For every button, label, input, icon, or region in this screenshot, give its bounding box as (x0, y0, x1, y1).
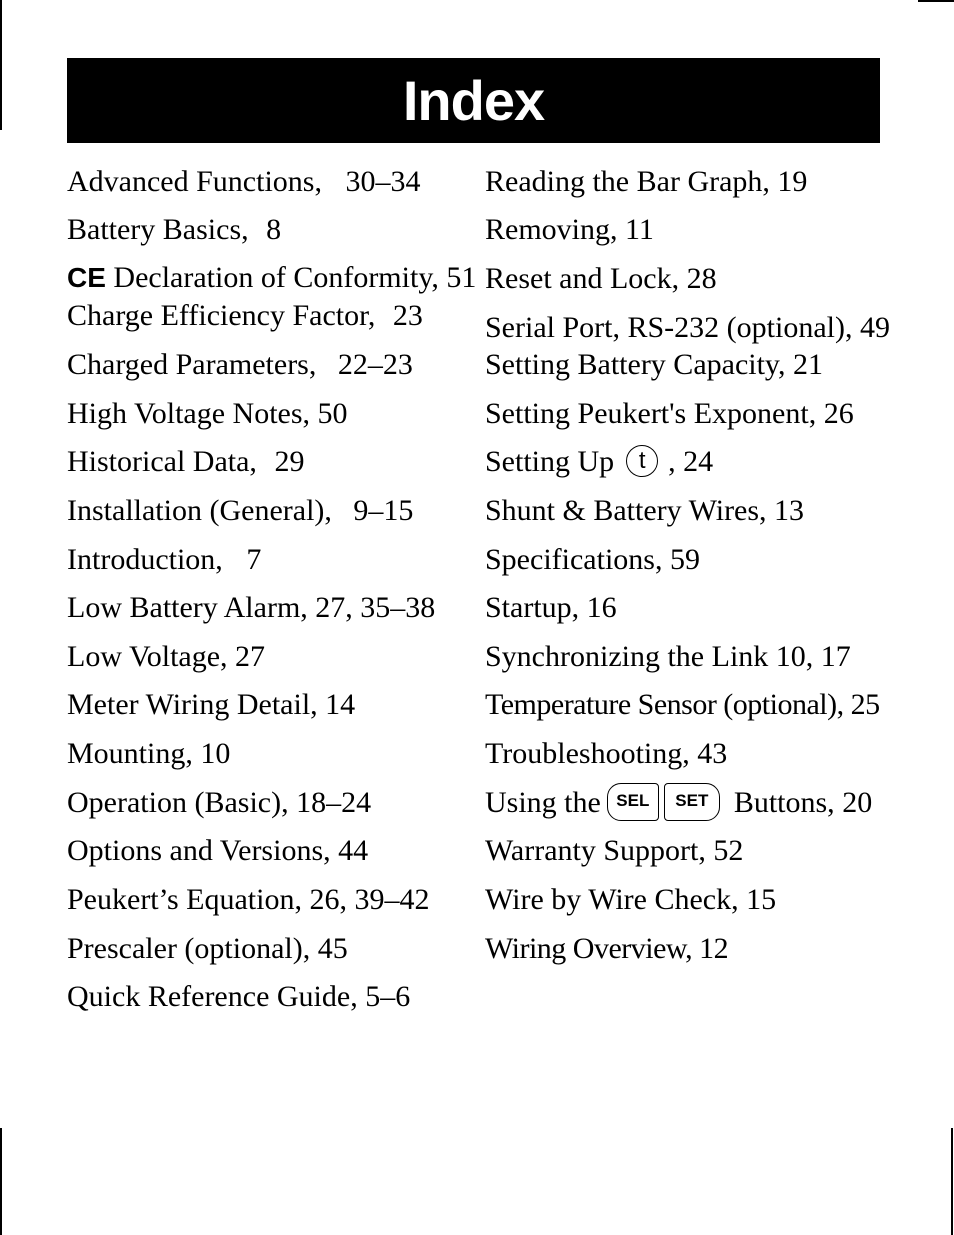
ce-mark-icon: CE (67, 262, 106, 293)
index-entry (485, 164, 807, 200)
index-entry (485, 212, 654, 248)
entry-pages: 59 (669, 543, 700, 576)
entry-pages: 44 (338, 834, 369, 867)
entry-pages: 15 (746, 883, 777, 916)
index-entry (67, 882, 429, 918)
entry-label: Wiring Overview, (485, 932, 693, 965)
entry-label: Options and Versions, (67, 834, 331, 867)
index-header (67, 58, 880, 143)
index-entry (485, 261, 717, 297)
entry-label: Historical Data, (67, 445, 257, 478)
index-entry (485, 882, 776, 918)
entry-pages: 43 (697, 737, 728, 770)
index-entry (67, 444, 304, 480)
index-entry (485, 493, 804, 529)
entry-label: Introduction, (67, 543, 223, 576)
index-entry (67, 396, 348, 432)
entry-label: Declaration of Conformity, (113, 261, 439, 294)
entry-label: Low Battery Alarm, (67, 591, 308, 624)
entry-label: Battery Basics, (67, 213, 249, 246)
index-entry (485, 687, 880, 723)
index-entry (67, 542, 261, 578)
index-entry (485, 396, 854, 432)
entry-label: Charged Parameters, (67, 348, 317, 381)
entry-pages: 18–24 (296, 786, 372, 819)
index-entry (485, 444, 713, 480)
entry-pages: 49 (859, 311, 890, 344)
entry-label: Meter Wiring Detail, (67, 688, 318, 721)
index-entry (67, 298, 423, 334)
entry-label: Warranty Support, (485, 834, 706, 867)
entry-label: Specifications, (485, 543, 663, 576)
entry-label: Troubleshooting, (485, 737, 690, 770)
entry-label: Reset and Lock, (485, 262, 680, 295)
entry-pages: 5–6 (365, 980, 411, 1013)
entry-label: Charge Efficiency Factor, (67, 299, 376, 332)
entry-pages: 22–23 (337, 348, 413, 381)
entry-label: Installation (General), (67, 494, 332, 527)
index-entry (485, 639, 851, 675)
entry-pages: 28 (686, 262, 717, 295)
entry-label: High Voltage Notes, (67, 397, 311, 430)
entry-label: Low Voltage, (67, 640, 228, 673)
entry-label: Shunt & Battery Wires, (485, 494, 767, 527)
entry-label: Temperature Sensor (optional), (485, 688, 844, 721)
index-entry (67, 931, 348, 967)
entry-pages: 25 (850, 688, 880, 721)
entry-pages: 14 (325, 688, 356, 721)
entry-pages: 9–15 (353, 494, 414, 527)
index-entry (67, 736, 230, 772)
entry-label: Mounting, (67, 737, 193, 770)
index-entry (485, 347, 823, 383)
crop-mark-bottom-right (951, 1128, 953, 1235)
entry-pages: 19 (777, 165, 808, 198)
entry-pages: 13 (774, 494, 805, 527)
entry-pages: 10 (200, 737, 231, 770)
index-entry (67, 260, 476, 296)
index-entry (485, 785, 872, 821)
index-entry (67, 590, 435, 626)
entry-label: Peukert’s Equation, (67, 883, 302, 916)
entry-pages: 27 (235, 640, 266, 673)
index-entry (485, 590, 617, 626)
index-entry (485, 542, 700, 578)
entry-label: Reading the Bar Graph, (485, 165, 770, 198)
index-entry (67, 493, 413, 529)
entry-label: Quick Reference Guide, (67, 980, 358, 1013)
t-button-icon: t (626, 445, 658, 477)
entry-pages: 11 (625, 213, 654, 246)
entry-pages: 45 (317, 932, 348, 965)
entry-pages: 21 (792, 348, 823, 381)
entry-label: Prescaler (optional), (67, 932, 311, 965)
index-entry (67, 687, 355, 723)
entry-pages: 16 (586, 591, 617, 624)
entry-label: Using the (485, 786, 601, 819)
index-entry (67, 164, 420, 200)
entry-pages: 10, 17 (775, 640, 851, 673)
crop-mark-top-left (0, 0, 2, 130)
entry-pages: 26, 39–42 (309, 883, 430, 916)
entry-pages: 8 (266, 213, 282, 246)
sel-button-icon: SEL (607, 783, 659, 821)
entry-pages: 30–34 (345, 165, 421, 198)
index-entry (485, 833, 743, 869)
index-entry (485, 736, 727, 772)
entry-label: Serial Port, RS-232 (optional), (485, 311, 853, 344)
entry-pages: 29 (274, 445, 305, 478)
entry-label-after: Buttons, (733, 786, 835, 819)
entry-pages: 23 (392, 299, 423, 332)
entry-pages: 12 (699, 932, 729, 965)
entry-pages: 52 (713, 834, 744, 867)
entry-label: Wire by Wire Check, (485, 883, 739, 916)
entry-label: Operation (Basic), (67, 786, 289, 819)
index-entry (67, 212, 281, 248)
index-entry (67, 979, 410, 1015)
set-button-icon: SET (664, 783, 720, 821)
crop-mark-top-right (918, 0, 954, 2)
index-entry (485, 931, 728, 967)
entry-label: Startup, (485, 591, 580, 624)
entry-pages: 26 (823, 397, 854, 430)
entry-pages: 51 (446, 261, 477, 294)
entry-pages: 7 (246, 543, 262, 576)
page-title: Index (402, 69, 545, 132)
index-entry (67, 833, 368, 869)
entry-label: Setting Battery Capacity, (485, 348, 786, 381)
entry-label: Setting Peukert's Exponent, (485, 397, 817, 430)
entry-label: Advanced Functions, (67, 165, 322, 198)
entry-pages: 27, 35–38 (315, 591, 436, 624)
entry-pages: 20 (842, 786, 873, 819)
entry-label: Synchronizing the Link (485, 640, 769, 673)
crop-mark-bottom-left (0, 1128, 2, 1235)
entry-pages: 50 (317, 397, 348, 430)
entry-label: Setting Up (485, 445, 615, 478)
entry-label: Removing, (485, 213, 618, 246)
index-entry (67, 347, 413, 383)
index-entry (67, 785, 371, 821)
index-entry (67, 639, 265, 675)
index-entry (485, 310, 890, 346)
entry-pages: , 24 (668, 445, 714, 478)
